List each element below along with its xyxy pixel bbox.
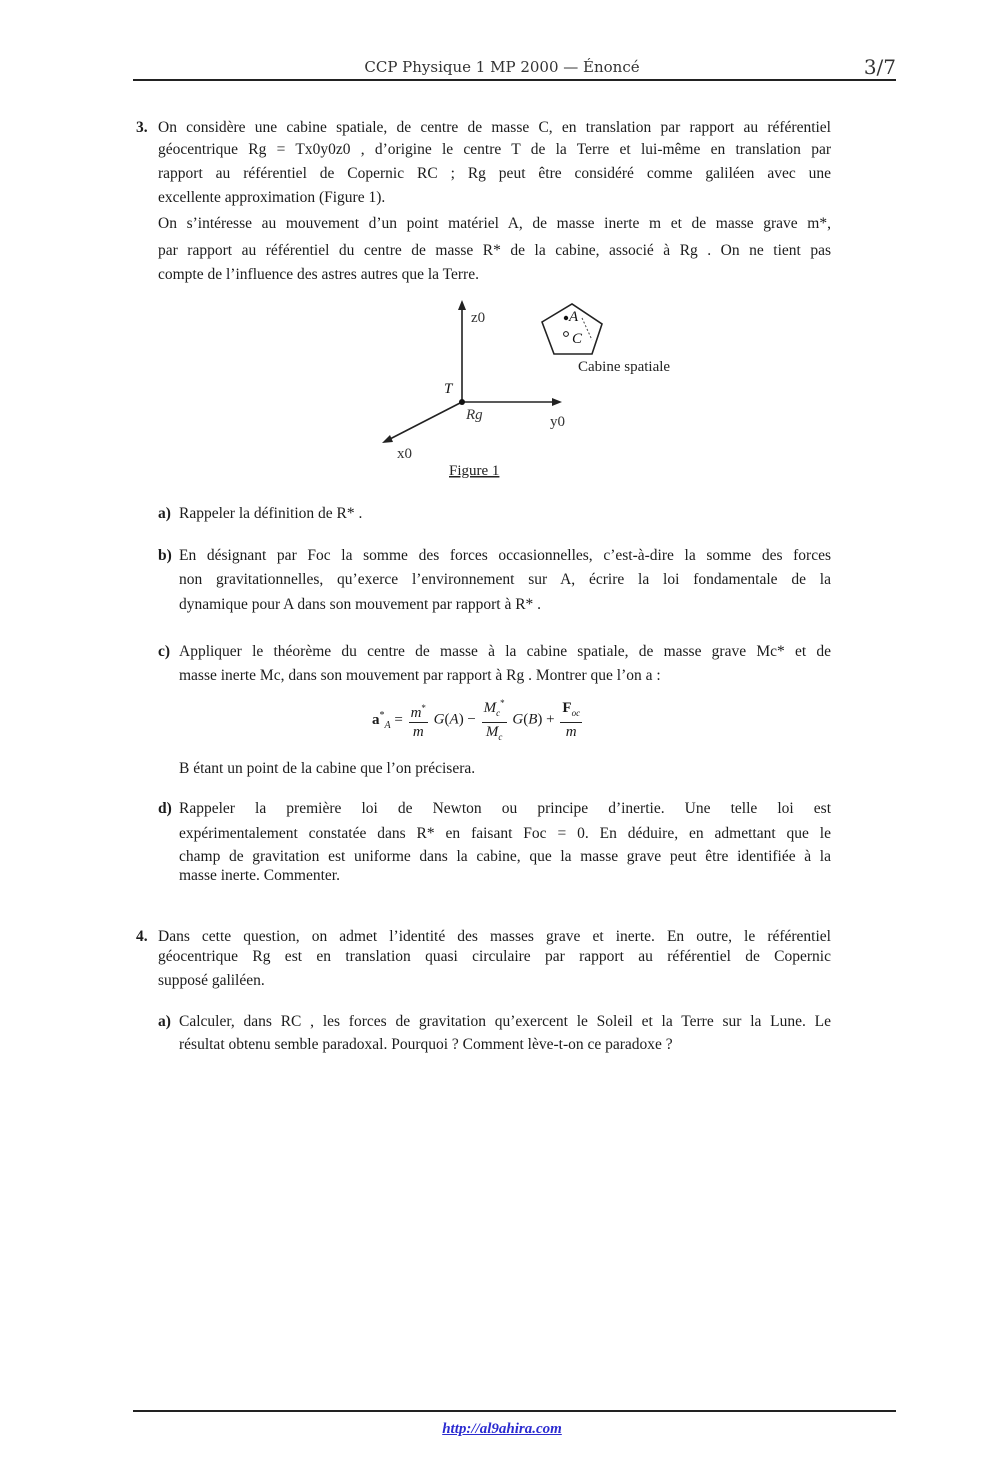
running-header: CCP Physique 1 MP 2000 — Énoncé: [364, 58, 640, 76]
point-c-dot: [564, 332, 569, 337]
q4-intro-line-1: Dans cette question, on admet l’identité des masses grave et inerte. En outre, le référentiel: [158, 928, 831, 945]
q3-para2-line-1: On s’intéresse au mouvement d’un point matériel A, de masse inerte m et de masse grave m*,: [158, 215, 831, 232]
q3b-line-3: dynamique pour A dans son mouvement par rapport à R* .: [179, 596, 542, 613]
cabin-label: Cabine spatiale: [578, 359, 671, 375]
figure-caption: Figure 1: [449, 463, 500, 479]
q3b-label: b): [158, 547, 172, 564]
q4a-label: a): [158, 1013, 171, 1030]
q3c-after: B étant un point de la cabine que l’on précisera.: [179, 760, 476, 777]
y0-label: y0: [550, 414, 565, 430]
x0-label: x0: [397, 446, 412, 462]
x0-arrowhead: [382, 435, 393, 443]
q3-para2-line-2: par rapport au référentiel du centre de masse R* de la cabine, associé à Rg . On ne tient pas: [158, 242, 831, 259]
q4-intro-line-3: supposé galiléen.: [158, 972, 265, 989]
q3-intro-line-2: géocentrique Rg = Tx0y0z0 , d’origine le centre T de la Terre et lui-même en translation par: [158, 141, 831, 158]
point-c-label: C: [572, 331, 583, 347]
q3d-line-2: expérimentalement constatée dans R* en faisant Foc = 0. En déduire, en admettant que le: [179, 825, 831, 842]
cabin-dotted-line: [582, 318, 592, 340]
q3c-label: c): [158, 643, 171, 660]
q3b-line-2: non gravitationnelles, qu’exerce l’environnement sur A, écrire la loi fondamentale de la: [179, 571, 831, 588]
q3-intro-line-1: On considère une cabine spatiale, de centre de masse C, en translation par rapport au référentiel: [158, 119, 831, 136]
footer-rule: [133, 1410, 896, 1412]
question-3-number: 3.: [136, 119, 148, 136]
footer: [0, 1418, 1004, 1438]
z0-arrowhead: [458, 300, 466, 310]
q3a-label: a): [158, 505, 171, 522]
q3-para2-line-3: compte de l’influence des astres autres que la Terre.: [158, 266, 479, 283]
x0-axis: [388, 402, 462, 440]
q4-intro-line-2: géocentrique Rg est en translation quasi circulaire par rapport au référentiel de Copernic: [158, 948, 831, 965]
q3d-line-4: masse inerte. Commenter.: [179, 867, 340, 884]
q4a-line-2: résultat obtenu semble paradoxal. Pourquoi ? Comment lève-t-on ce paradoxe ?: [179, 1036, 673, 1053]
page-number: 3/7: [863, 55, 896, 79]
equation-display: $a^*_A$ = $\frac{m^*}{m}$ G(A) − $\frac{M_c^*}{M_c}$ G(B) + $\frac{F_{oc}}{m}$: [372, 694, 632, 740]
origin-dot: [459, 399, 465, 405]
point-a-dot: [564, 316, 568, 320]
q3d-line-3: champ de gravitation est uniforme dans la cabine, que la masse grave peut être identifiée à la: [179, 848, 831, 865]
y0-arrowhead: [552, 398, 562, 406]
figure-1: [370, 296, 710, 486]
footer-link[interactable]: http://al9ahira.com: [442, 1421, 562, 1437]
frame-label: Rg: [466, 407, 483, 423]
q3c-line-1: Appliquer le théorème du centre de masse à la cabine spatiale, de masse grave Mc* et de: [179, 643, 831, 660]
point-a-label: A: [569, 309, 579, 325]
q3c-line-2: masse inerte Mc, dans son mouvement par rapport à Rg . Montrer que l’on a :: [179, 667, 661, 684]
q3-intro-line-4: excellente approximation (Figure 1).: [158, 189, 386, 206]
q4a-line-1: Calculer, dans RC , les forces de gravitation qu’exercent le Soleil et la Terre sur la Lune. Le: [179, 1013, 831, 1030]
q3a-text: Rappeler la définition de R* .: [179, 505, 363, 522]
z0-label: z0: [471, 310, 486, 326]
header-rule: [133, 79, 896, 81]
q3d-label: d): [158, 800, 172, 817]
q3d-line-1: Rappeler la première loi de Newton ou principe d’inertie. Une telle loi est: [179, 800, 831, 817]
question-4-number: 4.: [136, 928, 148, 945]
origin-label: T: [444, 381, 453, 397]
q3b-line-1: En désignant par Foc la somme des forces occasionnelles, c’est-à-dire la somme des forces: [179, 547, 831, 564]
q3-intro-line-3: rapport au référentiel de Copernic RC ; Rg peut être considéré comme galiléen avec une: [158, 165, 831, 182]
